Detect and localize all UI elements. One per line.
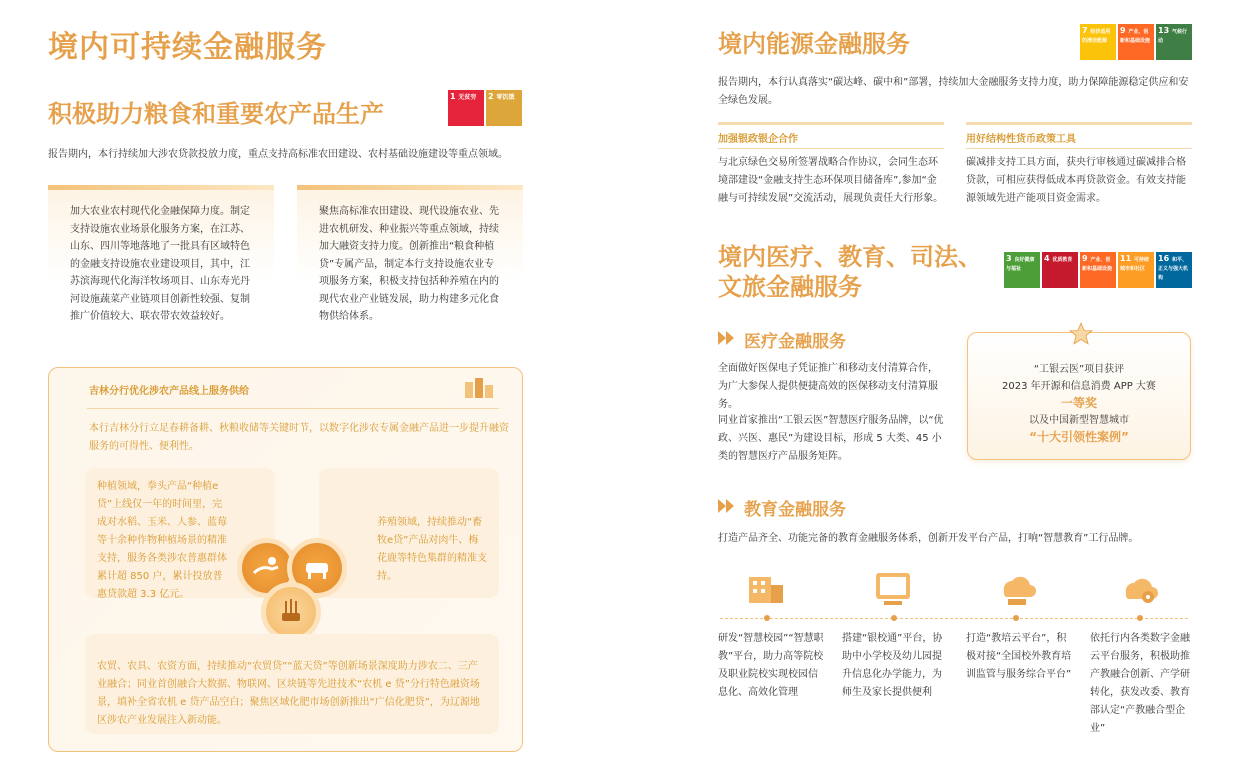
page-title: 境内可持续金融服务	[48, 30, 327, 65]
sdg-badges-energy	[1080, 24, 1192, 60]
sdg-badges-agri	[448, 90, 522, 126]
col2-text: 碳减排支持工具方面，获央行审核通过碳减排合格贷款，可相应获得低成本再贷款资金。有效支持能源领域先进产能项目资金需求。	[966, 157, 1186, 204]
computer-classroom-icon	[872, 567, 916, 611]
edu-item-1: 研发“智慧校园”“智慧职教”平台，助力高等院校及职业院校实现校园信息化、高效化管理	[718, 633, 824, 698]
col1-title: 加强银政银企合作	[718, 134, 798, 145]
health-title: 医疗金融服务	[744, 332, 846, 352]
section-title: 积极助力粮食和重要农产品生产	[48, 100, 384, 128]
grain-basket-icon	[261, 582, 321, 642]
award-line4: 以及中国新型智慧城市	[1029, 415, 1129, 426]
timeline-dot	[764, 615, 770, 621]
col1-divider	[718, 148, 944, 149]
edu-item-3: 打造“教培云平台”，积极对接“全国校外教育培训监管与服务综合平台”	[966, 633, 1072, 680]
card-facility-agri	[48, 185, 274, 347]
col2-divider	[966, 148, 1192, 149]
sdg-2-icon: 2 零饥饿	[486, 90, 522, 126]
energy-title: 境内能源金融服务	[718, 30, 910, 58]
award-line5: “十大引领性案例”	[1029, 430, 1129, 444]
case-trade	[85, 634, 499, 734]
col2-bar	[966, 122, 1192, 125]
sdg-7-icon: 7 经济适用的清洁能源	[1080, 24, 1116, 60]
sdg-9-icon: 9 产业、创新和基础设施	[1118, 24, 1154, 60]
col1-text: 与北京绿色交易所签署战略合作协议，会同生态环境部建设“金融支持生态环保项目储备库”,参加“金融与可持续发展”交流活动，展现负责任大行形象。	[718, 157, 944, 204]
arrow-icon	[726, 331, 734, 345]
timeline-dot	[1013, 615, 1019, 621]
sdg-1-icon: 1 无贫穷	[448, 90, 484, 126]
star-icon	[1068, 321, 1094, 347]
cloud-gear-icon	[1118, 567, 1162, 611]
sdg-3-icon: 3 良好健康与福祉	[1004, 252, 1040, 288]
sdg-11-icon: 11 可持续城市和社区	[1118, 252, 1154, 288]
edu-item-4: 依托行内各类数字金融云平台服务，积极助推产教融合创新、产学研转化，获发改委、教育部认定“产教融合型企业”	[1090, 633, 1190, 734]
school-building-icon	[745, 567, 789, 611]
award-line1: “工银云医”项目获评	[1033, 364, 1125, 375]
card-facility-agri-text: 加大农业农村现代化金融保障力度。制定支持设施农业场景化服务方案，在江苏、山东、四川等地落地了一批具有区域特色的金融支持设施农业建设项目，其中，江苏滨海现代化海洋牧场项目、山东寿光丹河设施蔬菜产业链项目创新性较强、复制推广价值较大、联农带农效益较好。	[70, 206, 250, 322]
edu-item-2: 搭建“银校通”平台，协助中小学校及幼儿园提升信息化办学能力，为师生及家长提供便利	[842, 633, 943, 698]
sdg-badges-med	[1004, 252, 1192, 288]
col2-title: 用好结构性货币政策工具	[966, 134, 1076, 145]
sdg-13-icon: 13 气候行动	[1156, 24, 1192, 60]
sdg-16-icon: 16 和平、正义与强大机构	[1156, 252, 1192, 288]
case-planting-text: 种植领域，拳头产品“种植e贷”上线仅一年的时间里，完成对水稻、玉米、人参、蓝莓等十余种作物种植场景的精准支持，服务各类涉农普惠群体累计超 850 户，累计投放普惠贷款超 3.3 亿元。	[97, 481, 227, 600]
case-divider	[87, 408, 499, 409]
arrow-icon	[718, 499, 726, 513]
case-trade-text: 农贸、农具、农资方面，持续推动“农贸贷”“蓝天贷”等创新场景深度助力涉农二、三产业融合；同业首创融合大数据、物联网、区块链等先进技术“农机 e 贷”分行特色融资场景，填补全省农机 e 贷产品空白；聚焦区域化肥市场创新推出“广信化肥贷”，为辽源地区涉农产业发展注入新动能。	[97, 661, 480, 726]
award-line3: 一等奖	[1060, 396, 1097, 410]
case-box	[48, 367, 523, 752]
card-farmland	[297, 185, 523, 347]
case-breeding	[319, 468, 499, 598]
energy-intro: 报告期内，本行认真落实“碳达峰、碳中和”部署，持续加大金融服务支持力度，助力保障能源稳定供应和安全绿色发展。	[718, 77, 1189, 106]
edu-title: 教育金融服务	[744, 500, 846, 520]
col1-bar	[718, 122, 944, 125]
health-p2: 同业首家推出“工银云医”智慧医疗服务品牌，以“优政、兴医、惠民”为建设目标，形成 5 大类、45 小类的智慧医疗产品服务矩阵。	[718, 415, 944, 462]
intro-text: 报告期内，本行持续加大涉农贷款投放力度，重点支持高标准农田建设、农村基础设施建设等重点领域。	[48, 149, 508, 160]
timeline-line	[720, 618, 1188, 619]
arrow-icon	[718, 331, 726, 345]
sdg-9b-icon: 9 产业、创新和基础设施	[1080, 252, 1116, 288]
building-icon	[463, 376, 495, 398]
arrow-icon	[726, 499, 734, 513]
case-breeding-text: 养殖领域，持续推动“畜牧e贷”产品对肉牛、梅花鹿等特色集群的精准支持。	[377, 517, 487, 582]
edu-intro: 打造产品齐全、功能完备的教育金融服务体系，创新开发平台产品，打响“智慧教育”工行品牌。	[718, 533, 1139, 544]
health-p1: 全面做好医保电子凭证推广和移动支付清算合作，为广大参保人提供便捷高效的医保移动支付清算服务。	[718, 363, 938, 410]
timeline-dot	[891, 615, 897, 621]
med-title: 境内医疗、教育、司法、文旅金融服务	[718, 243, 982, 301]
award-card	[967, 332, 1191, 460]
award-line2: 2023 年开源和信息消费 APP 大赛	[1002, 381, 1156, 392]
timeline-dot	[1137, 615, 1143, 621]
cloud-platform-icon	[994, 567, 1038, 611]
case-intro: 本行吉林分行立足春耕备耕、秋粮收储等关键时节，以数字化涉农专属金融产品进一步提升融资服务的可得性、便利性。	[89, 423, 509, 452]
card-farmland-text: 聚焦高标准农田建设、现代设施农业、先进农机研发、种业振兴等重点领域，持续加大融资支持力度。创新推出“粮食种植贷”专属产品，制定本行支持设施农业专项服务方案，积极支持包括种养殖在内的现代农业产业链发展，助力构建多元化食物供给体系。	[319, 206, 499, 322]
case-title: 吉林分行优化涉农产品线上服务供给	[89, 386, 249, 397]
sdg-4-icon: 4 优质教育	[1042, 252, 1078, 288]
